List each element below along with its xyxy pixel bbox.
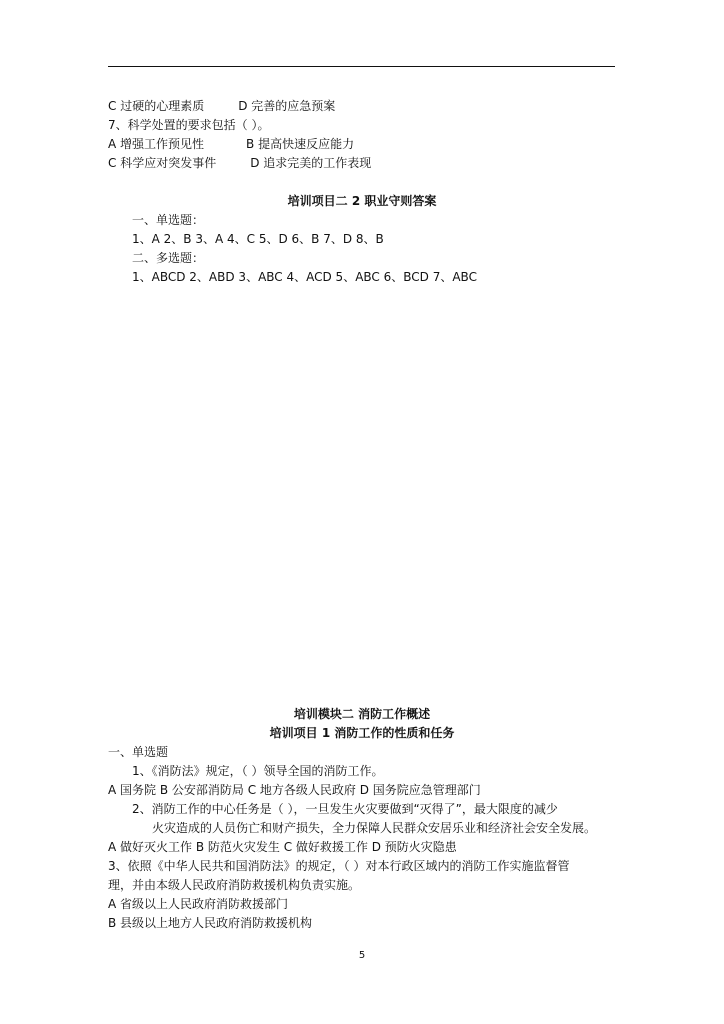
q1-options: A 国务院 B 公安部消防局 C 地方各级人民政府 D 国务院应急管理部门 (108, 783, 481, 797)
q3-option-a: A 省级以上人民政府消防救援部门 (108, 897, 289, 911)
header-rule (108, 66, 615, 67)
q3-stem-line1: 3、依照《中华人民共和国消防法》的规定，（ ）对本行政区域内的消防工作实施监督管 (108, 859, 570, 873)
page-number: 5 (358, 950, 366, 961)
module-subtitle: 培训项目 1 消防工作的性质和任务 (269, 726, 455, 740)
section-label: 一、单选题 (108, 745, 169, 759)
multi-choice-label: 二、多选题： (132, 251, 205, 265)
q6-options-cd (108, 98, 335, 114)
q3-option-b: B 县级以上地方人民政府消防救援机构 (108, 916, 313, 930)
module-title: 培训模块二 消防工作概述 (293, 707, 431, 721)
q7-options-cd (108, 155, 371, 171)
q2-stem-line2: 火灾造成的人员伤亡和财产损失，全力保障人民群众安居乐业和经济社会安全发展。 (152, 821, 597, 835)
q3-stem-line2: 理，并由本级人民政府消防救援机构负责实施。 (108, 878, 361, 892)
single-choice-label: 一、单选题： (132, 213, 205, 227)
q7-option-b: B 提高快速反应能力 (246, 137, 355, 151)
q7-option-c: C 科学应对突发事件 (108, 156, 217, 170)
q7-options-ab (108, 136, 354, 152)
q6-option-d: D 完善的应急预案 (238, 99, 336, 113)
answers-heading: 培训项目二 2 职业守则答案 (287, 194, 437, 208)
q2-stem-line1: 2、消防工作的中心任务是（ ），一旦发生火灾要做到“灭得了”，最大限度的减少 (132, 802, 558, 816)
single-choice-answers: 1、A 2、B 3、A 4、C 5、D 6、B 7、D 8、B (132, 232, 384, 246)
multi-choice-answers: 1、ABCD 2、ABD 3、ABC 4、ACD 5、ABC 6、BCD 7、ABC (132, 270, 477, 284)
q6-option-c: C 过硬的心理素质 (108, 99, 205, 113)
q7-option-d: D 追求完美的工作表现 (250, 156, 372, 170)
q7-stem: 7、科学处置的要求包括（ ）。 (108, 118, 270, 132)
q1-stem: 1、《消防法》规定，（ ）领导全国的消防工作。 (132, 764, 384, 778)
q2-options: A 做好灭火工作 B 防范火灾发生 C 做好救援工作 D 预防火灾隐患 (108, 840, 457, 854)
q7-option-a: A 增强工作预见性 (108, 137, 205, 151)
